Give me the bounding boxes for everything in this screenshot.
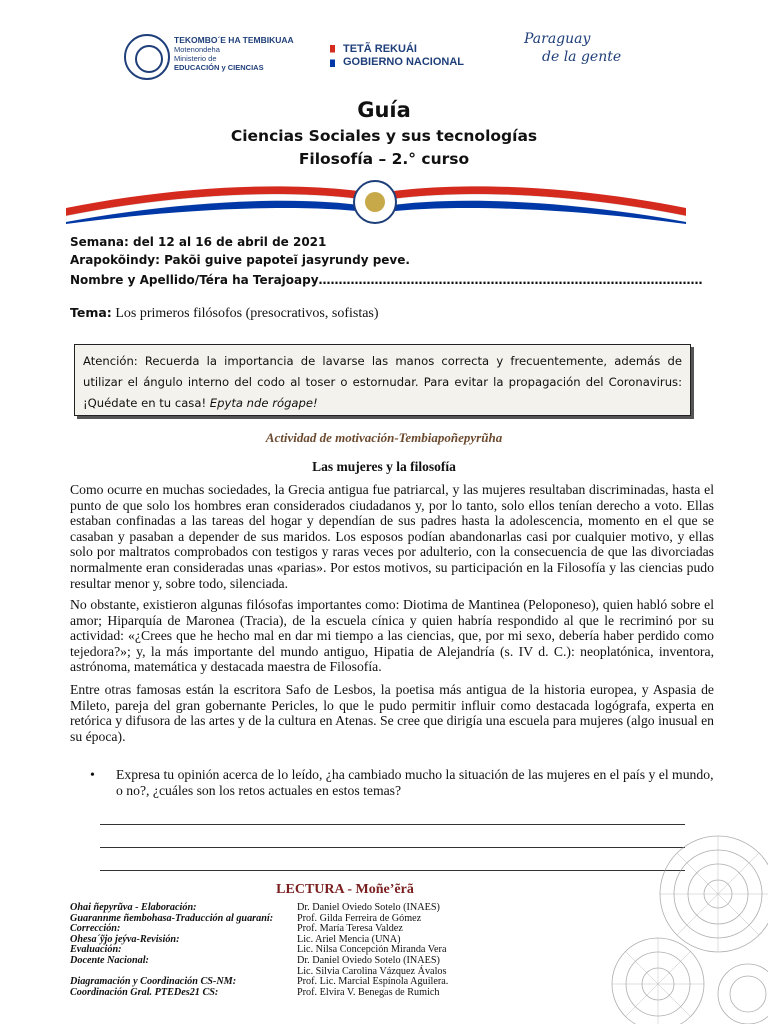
gobierno-logo [330,43,490,73]
tema-text: Los primeros filósofos (presocrativos, sofistas) [115,306,379,321]
credit-role: Diagramación y Coordinación CS-NM: [70,976,237,988]
credit-role: Guarannme ñembohasa-Traducción al guaraní: [70,912,274,924]
credit-name: Prof. Lic. Marcial Espínola Aguilera. [297,976,449,988]
semana-line: Semana: del 12 al 16 de abril de 2021 [70,235,327,249]
credit-role: Coordinación Gral. PTEDes21 CS: [70,986,219,998]
attention-text: Recuerda la importancia de lavarse las manos correcta y frecuentemente, además de utilizar el ángulo interno del codo al toser o estornudar. Para evitar la propagación del Coronavirus: ¡Quédate en tu casa! [83,354,682,410]
credit-name: Dr. Daniel Oviedo Sotelo (INAES) [297,954,440,966]
lectura-title: LECTURA - Moñe’ẽrã [276,882,414,897]
attention-italic: Epyta nde rógape! [209,396,318,410]
credit-role: Corrección: [70,923,121,935]
course-title: Filosofía – 2.° curso [298,150,470,168]
tema-line [70,305,379,322]
paraguay-slogan-logo [524,30,624,80]
credit-name: Lic. Ariel Mencia (UNA) [297,933,401,945]
mec-line-2: Motenondeha [174,45,220,54]
slogan-line-1: Paraguay [524,31,591,47]
flag-bar-icon [330,45,335,67]
nanduti-lace-icon [598,814,768,1024]
gob-line-2: GOBIERNO NACIONAL [343,56,464,68]
coat-of-arms-icon [353,180,397,224]
credit-name: Prof. Elvira V. Benegas de Rumich [297,986,440,998]
attention-label: Atención: [83,354,138,368]
credit-name: Dr. Daniel Oviedo Sotelo (INAES) [297,902,440,913]
nombre-field[interactable]: Nombre y Apellido/Téra ha Terajoapy…………………………………………………………………………………… [70,273,703,287]
arapokoindy-line: Arapokõindy: Pakõi guive papoteĩ jasyrundy peve. [70,253,410,267]
slogan-line-2: de la gente [542,49,622,65]
paragraph: No obstante, existieron algunas filósofas importantes como: Diotima de Mantinea (Peloponeso), quien habló sobre el amor; Hiparquía de Maronea (Tracia), de la escuela cínica y quien habría respondido al que le recriminó por su actividad: «¿Crees que he hecho mal en dar mi tiempo a las ciencias, que, por mi sexo, debería haber perdido como tejedora?»; y, la más importante del mundo antiguo, Hipatia de Alejandría (s. IV d. C.): neoplatónica, inventora, astrónoma, matemática y destacada maestra de Filosofía. [70,597,714,675]
mec-line-4: EDUCACIÓN y CIENCIAS [174,63,264,72]
national-seal-icon [124,34,170,80]
section-title: Las mujeres y la filosofía [312,459,456,474]
page-title: Guía [357,98,411,122]
question-text: Expresa tu opinión acerca de lo leído, ¿ha cambiado mucho la situación de las mujeres en el país y el mundo, o no?, ¿cuáles son los retos actuales en estos temas? [116,767,714,798]
credit-role: Docente Nacional: [70,954,149,966]
paragraph: Como ocurre en muchas sociedades, la Grecia antigua fue patriarcal, y las mujeres resultaban discriminadas, hasta el punto de que solo los hombres eran considerados ciudadanos y, por lo tanto, solo ellos tenían derecho a voto. Ellas estaban confinadas a las tareas del hogar y dependían de sus padres hasta la adolescencia, momento en el que se casaban y pasaban a depender de sus maridos. Los esposos podían abandonarlas casi por cualquier motivo, y ellas solo por maltratos comprobados con testigos y raras veces por adulterio, con la consecuencia de que las divorciadas normalmente eran consideradas unas «parias». Por estos motivos, su participación en la Filosofía y las ciencias pudo resultar menor y, sobre todo, silenciada. [70,482,714,591]
mec-line-3: Ministerio de [174,54,217,63]
credit-name: Lic. Silvia Carolina Vázquez Ávalos [297,965,447,977]
mec-logo [124,34,300,82]
credit-name: Prof. María Teresa Valdez [297,923,403,935]
bullet-icon: • [90,768,95,783]
paragraph: Entre otras famosas están la escritora Safo de Lesbos, la poetisa más antigua de la historia europea, y Aspasia de Mileto, pareja del gran gobernante Pericles, lo que le pudo permitir influir como destacada logógrafa, experta en retórica y difusora de las artes y de la cultura en Atenas. Se cree que dirigía una escuela para mujeres (algo inusual en su época). [70,682,714,744]
tema-label: Tema: [70,305,112,320]
credit-role: Ohesa´ỹjo jeýva-Revisión: [70,933,180,945]
credit-name: Prof. Gilda Ferreira de Gómez [297,912,422,924]
attention-box [74,344,691,416]
subject-title: Ciencias Sociales y sus tecnologías [230,127,538,145]
activity-title: Actividad de motivación-Tembiapoñepyrũha [265,430,503,445]
mec-line-1: TEKOMBO´E HA TEMBIKUAA [174,35,294,45]
credit-name: Lic. Nilsa Concepción Miranda Vera [297,944,447,956]
gob-line-1: TETÃ REKUÁI [343,43,417,55]
credit-role: Ohai ñepyrũva - Elaboración: [70,902,197,913]
credit-role: Evaluación: [70,944,122,956]
